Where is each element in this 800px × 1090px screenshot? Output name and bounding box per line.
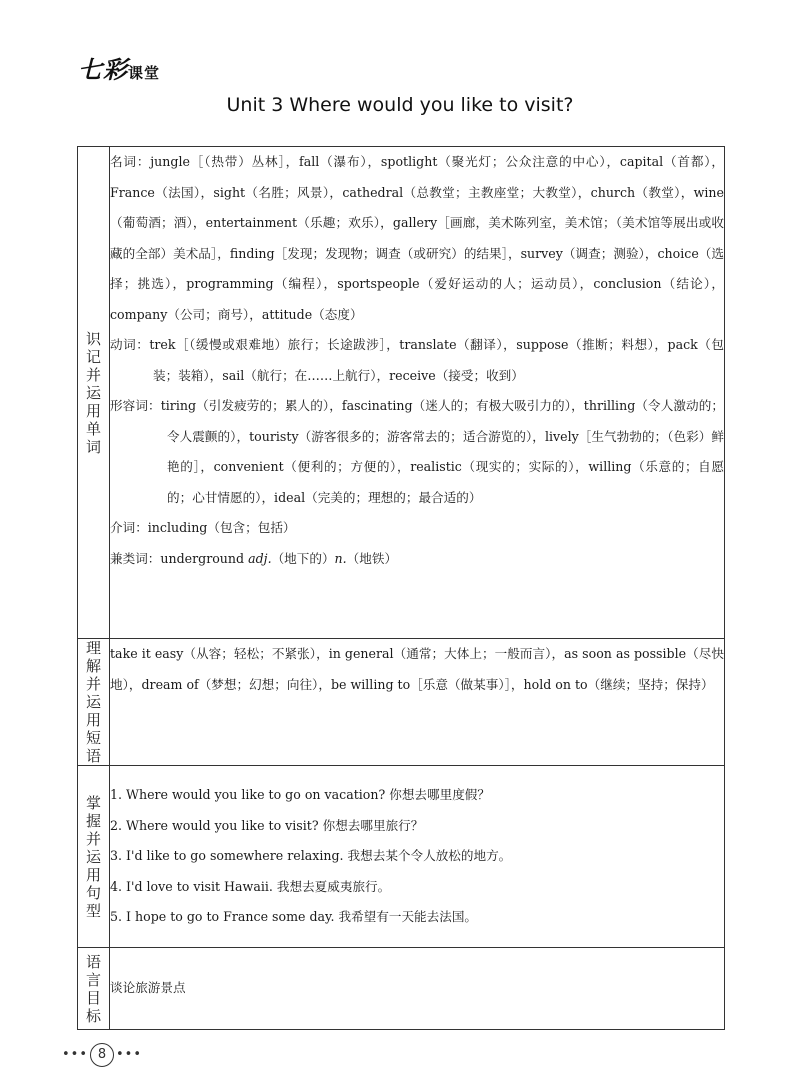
language-goal-content <box>110 948 725 1030</box>
page-dots-left: ••• <box>62 1047 89 1062</box>
unit-title: Unit 3 Where would you like to visit? <box>226 94 574 116</box>
vocabulary-row-label-cell <box>78 147 110 639</box>
verbs-list: 动词：trek［（缓慢或艰难地）旅行；长途跋涉］，translate（翻译），suppose（推断；料想），pack（包装；装箱），sail（航行；在……上航行），receive（接受；收到） <box>110 337 724 383</box>
page-number: 8 <box>90 1043 114 1067</box>
page-dots-right: ••• <box>116 1047 143 1062</box>
logo-sub-text: 课堂 <box>128 64 161 82</box>
prepositions-list: 介词：including（包含；包括） <box>110 520 296 535</box>
phrases-row-label-cell <box>78 639 110 766</box>
unit-summary-table <box>77 146 725 1030</box>
language-goal-row <box>78 948 725 1030</box>
vocabulary-label: 识记并运用单词 <box>85 329 101 456</box>
sentence-item: 3. I'd like to go somewhere relaxing. 我想去某个令人放松的地方。 <box>110 848 512 863</box>
sentence-item: 2. Where would you like to visit? 你想去哪里旅行？ <box>110 817 424 833</box>
logo-main-text: 七彩 <box>78 56 128 84</box>
sentence-patterns-label: 掌握并运用句型 <box>85 793 101 920</box>
language-goal-row-label-cell <box>78 948 110 1030</box>
multi-class-post: （地铁） <box>346 550 398 566</box>
phrases-content <box>110 639 725 766</box>
phrases-label: 理解并运用短语 <box>85 639 101 765</box>
multi-class-mid: （地下的） <box>271 550 335 566</box>
phrases-list: take it easy（从容；轻松；不紧张），in general（通常；大体上；一般而言），as soon as possible（尽快地），dream of（梦想；幻想；向往），be willing to［乐意（做某事）］，hold on to（继续；坚持；保持） <box>110 646 724 692</box>
adjectives-list: 形容词：tiring（引发疲劳的；累人的），fascinating（迷人的；有极大吸引力的），thrilling（令人激动的；令人震颤的），touristy（游客很多的；游客常去的；适合游览的），lively［生气勃勃的；（色彩）鲜艳的］，convenient（便利的；方便的），realistic（现实的；实际的），willing（乐意的；自愿的；心甘情愿的），ideal（完美的；理想的；最合适的） <box>110 398 724 505</box>
multi-class-words <box>110 544 724 575</box>
vocabulary-content <box>110 147 725 639</box>
language-goal-label: 语言目标 <box>85 952 101 1025</box>
sentence-item: 1. Where would you like to go on vacation? 你想去哪里度假？ <box>110 787 490 802</box>
noun-abbreviation: n. <box>334 550 347 566</box>
sentence-item: 4. I'd love to visit Hawaii. 我想去夏威夷旅行。 <box>110 878 391 894</box>
sentence-patterns-row-label-cell <box>78 766 110 948</box>
page-number-badge <box>62 1043 142 1067</box>
adj-abbreviation: adj. <box>248 550 272 566</box>
nouns-list: 名词：jungle［（热带）丛林］，fall（瀑布），spotlight（聚光灯；公众注意的中心），capital（首都），France（法国），sight（名胜；风景），cathedral（总教堂；主教座堂；大教堂），church（教堂），wine（葡萄酒；酒），entertainment（乐趣；欢乐），gallery［画廊，美术陈列室，美术馆；（美术馆等展出或收藏的全部）美术品］，finding［发现；发现物；调查（或研究）的结果］，survey（调查；测验），choice（选择；挑选），programming（编程），sportspeople（爱好运动的人；运动员），conclusion（结论），company（公司；商号），attitude（态度） <box>110 154 724 322</box>
sentence-item: 5. I hope to go to France some day. 我希望有一天能去法国。 <box>110 909 478 924</box>
multi-class-pre: 兼类词：underground <box>110 550 249 566</box>
publisher-logo <box>78 50 160 85</box>
phrases-row <box>78 639 725 766</box>
language-goal-text: 谈论旅游景点 <box>110 980 186 996</box>
vocabulary-row <box>78 147 725 639</box>
sentence-patterns-row <box>78 766 725 948</box>
sentence-patterns-content <box>110 766 725 948</box>
